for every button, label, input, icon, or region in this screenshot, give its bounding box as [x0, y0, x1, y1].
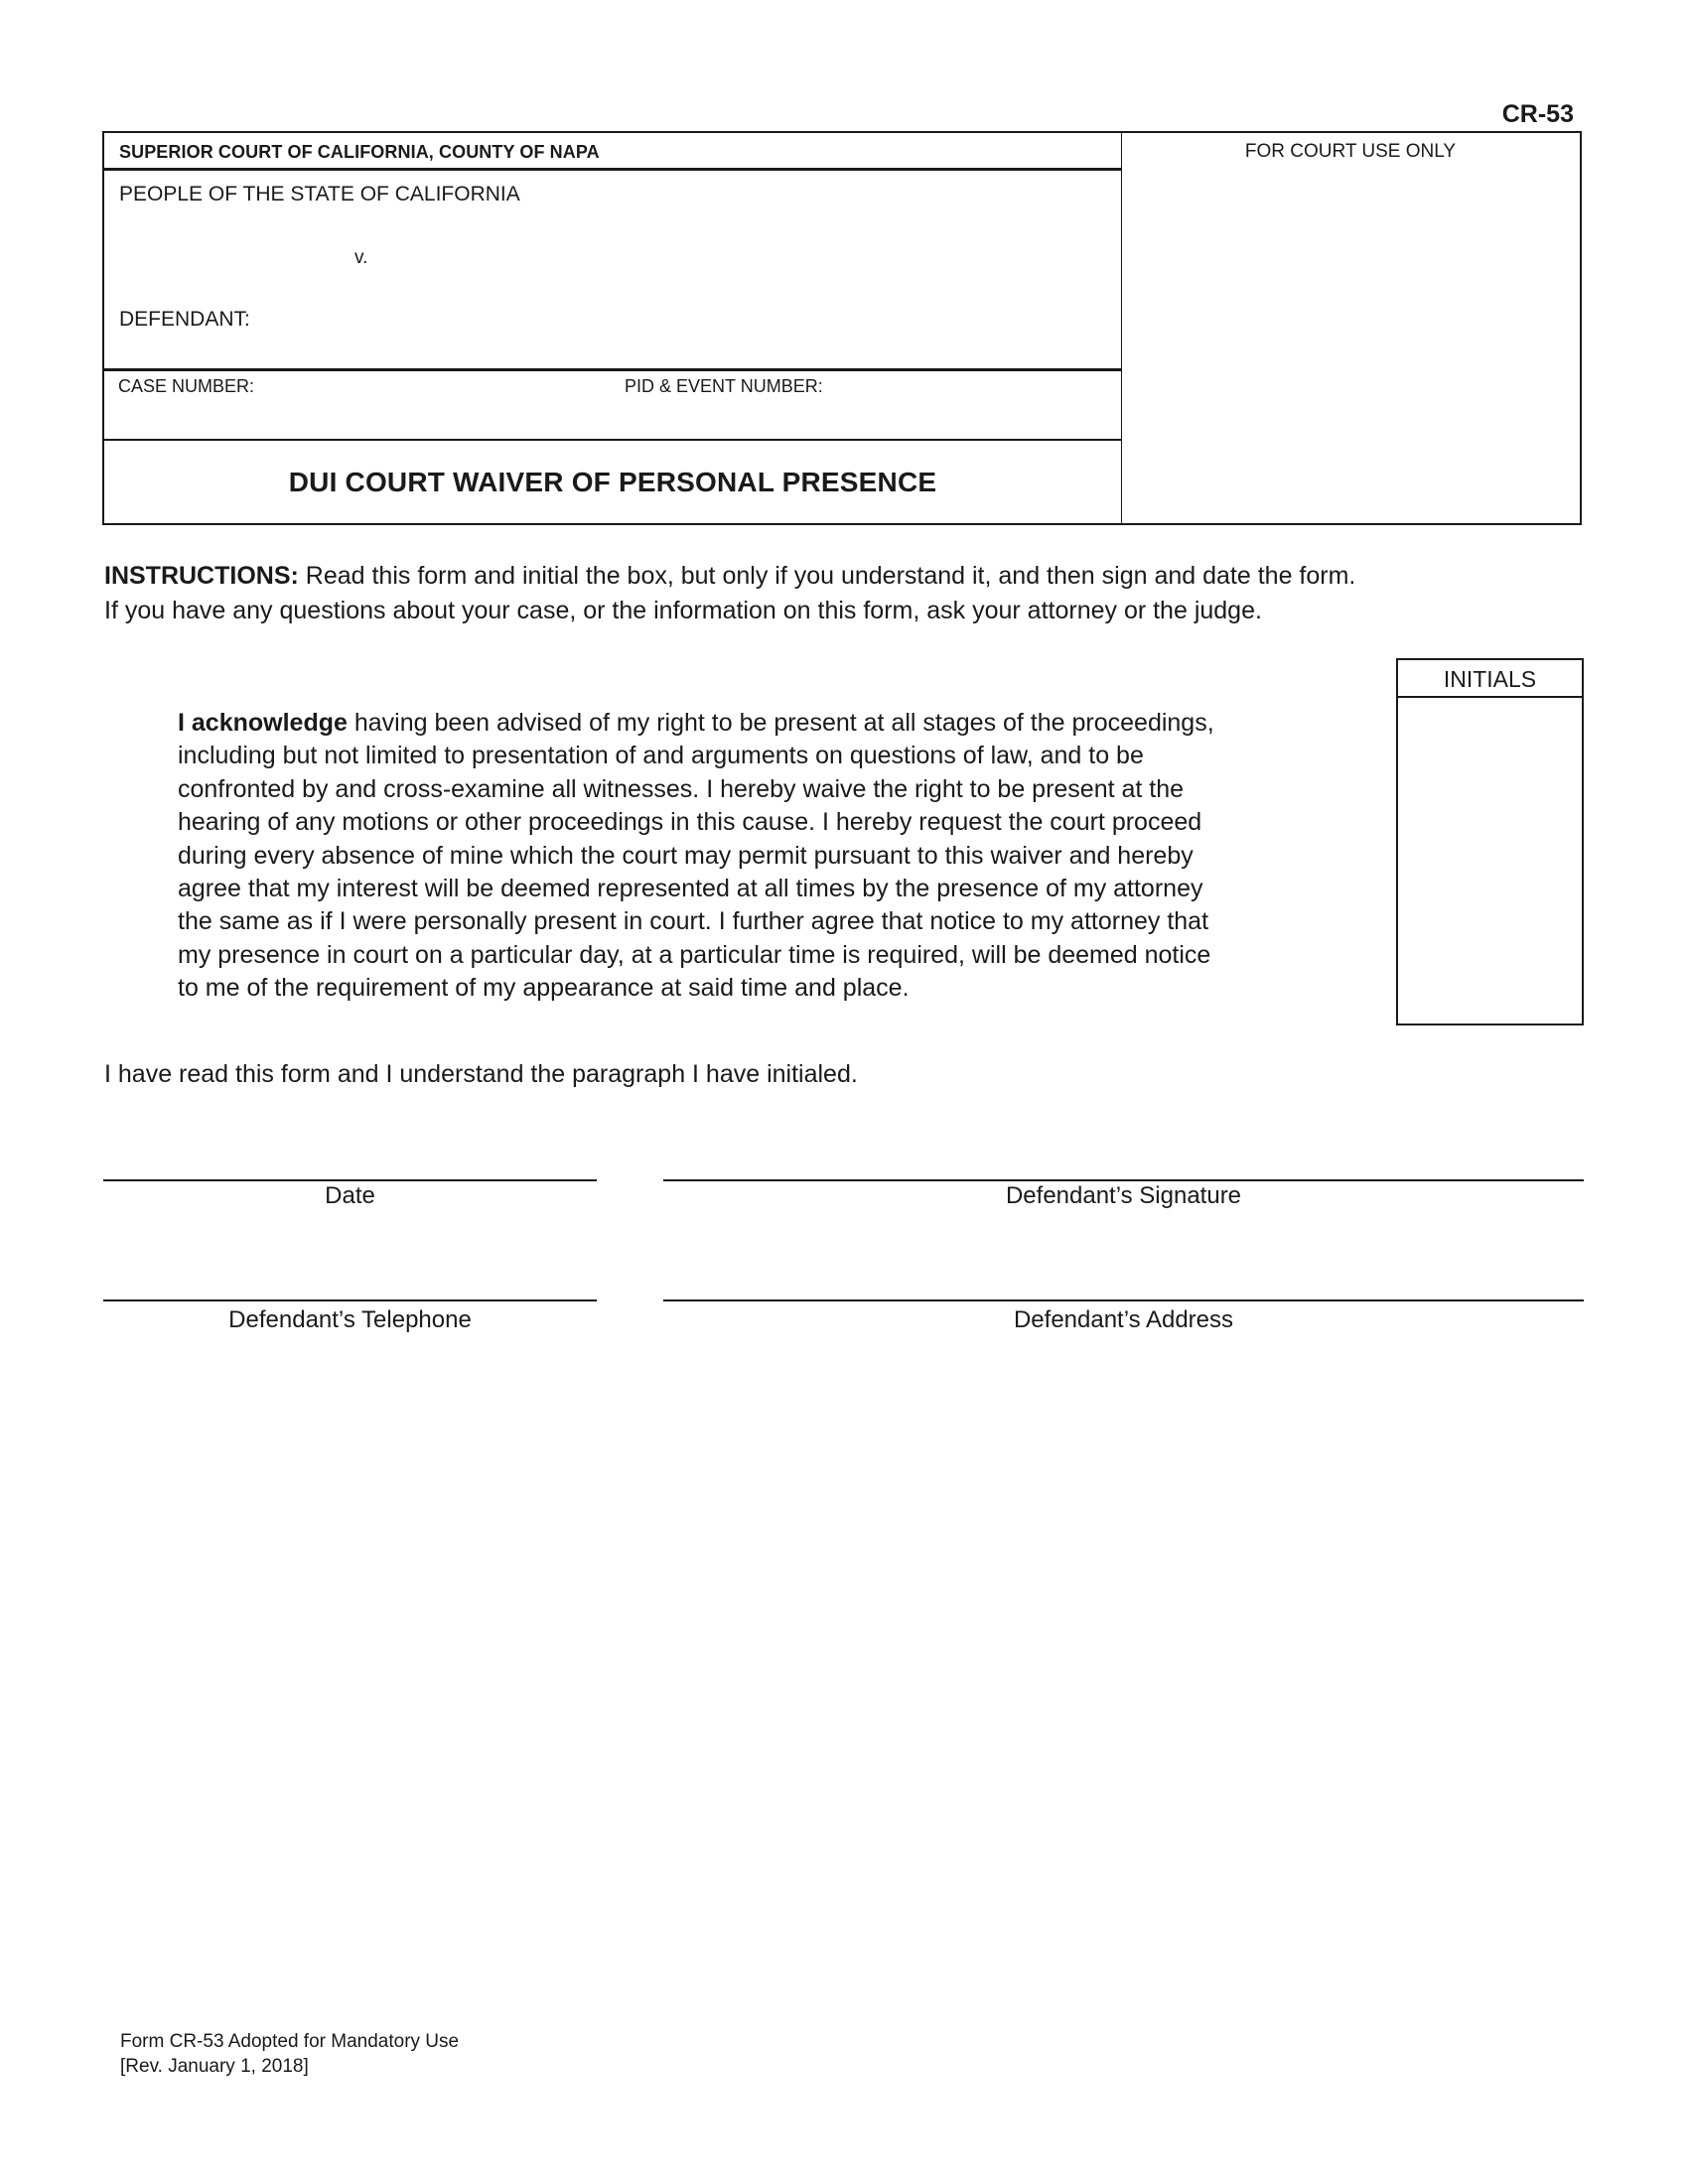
address-field[interactable] [663, 1299, 1584, 1335]
paragraph-line: including but not limited to presentation of and arguments on questions of law, and to be [178, 742, 1144, 770]
case-number-row [104, 371, 1121, 441]
paragraph-line: my presence in court on a particular day, at a particular time is required, will be deemed notice [178, 940, 1211, 969]
instructions-text-1: Read this form and initial the box, but only if you understand it, and then sign and date the form. [298, 562, 1356, 590]
footer-revision: [Rev. January 1, 2018] [120, 2056, 309, 2077]
defendant-label: DEFENDANT: [119, 308, 250, 331]
parties-row [104, 171, 1121, 371]
address-line[interactable] [663, 1299, 1584, 1301]
defendant-field[interactable] [119, 308, 250, 332]
paragraph-line: to me of the requirement of my appearance at said time and place. [178, 974, 910, 1003]
acknowledgment-statement: I have read this form and I understand the paragraph I have initialed. [104, 1060, 858, 1088]
telephone-field[interactable] [103, 1299, 597, 1335]
case-number-field[interactable] [118, 376, 254, 397]
footer-adoption: Form CR-53 Adopted for Mandatory Use [120, 2031, 460, 2052]
date-label: Date [325, 1182, 375, 1209]
address-label: Defendant’s Address [1013, 1306, 1234, 1333]
court-use-only-label: FOR COURT USE ONLY [1244, 141, 1457, 162]
form-footer [120, 2029, 459, 2079]
court-name: SUPERIOR COURT OF CALIFORNIA, COUNTY OF NAPA [119, 142, 600, 162]
instructions-heading: INSTRUCTIONS: [104, 562, 299, 590]
waiver-paragraph [178, 707, 1394, 1006]
date-field[interactable] [103, 1179, 597, 1211]
telephone-label: Defendant’s Telephone [228, 1306, 472, 1333]
versus-label: v. [354, 247, 368, 268]
telephone-line[interactable] [103, 1299, 597, 1301]
form-number: CR-53 [1501, 100, 1574, 128]
document-title: DUI COURT WAIVER OF PERSONAL PRESENCE [288, 467, 937, 497]
instructions-line-2: If you have any questions about your case, or the information on this form, ask your attorney or the judge. [104, 597, 1262, 624]
plaintiff-name: PEOPLE OF THE STATE OF CALIFORNIA [119, 183, 520, 205]
initials-header: INITIALS [1398, 660, 1582, 698]
document-title-row [104, 441, 1121, 525]
pid-event-label: PID & EVENT NUMBER: [625, 376, 823, 396]
paragraph-line: I acknowledge having been advised of my right to be present at all stages of the proceedings, [178, 709, 1214, 737]
acknowledge-lead: I acknowledge [178, 709, 348, 737]
paragraph-line: agree that my interest will be deemed represented at all times by the presence of my attorney [178, 875, 1203, 903]
paragraph-line: during every absence of mine which the court may permit pursuant to this waiver and hereby [178, 841, 1194, 870]
signature-label: Defendant’s Signature [1005, 1182, 1242, 1209]
instructions [104, 559, 1574, 628]
paragraph-line: the same as if I were personally present in court. I further agree that notice to my attorney that [178, 907, 1209, 936]
paragraph-line: hearing of any motions or other proceedings in this cause. I hereby request the court proceed [178, 808, 1202, 837]
case-number-label: CASE NUMBER: [118, 376, 255, 396]
caption-box [102, 131, 1582, 525]
signature-field[interactable] [663, 1179, 1584, 1211]
court-name-row [104, 133, 1121, 171]
paragraph-line: confronted by and cross-examine all witnesses. I hereby waive the right to be present at the [178, 774, 1185, 803]
pid-event-field[interactable] [625, 376, 823, 397]
instructions-line-1 [104, 559, 1574, 594]
caption-left-column [104, 133, 1122, 523]
initials-input-area[interactable] [1398, 698, 1582, 1025]
initials-box[interactable] [1396, 658, 1584, 1025]
